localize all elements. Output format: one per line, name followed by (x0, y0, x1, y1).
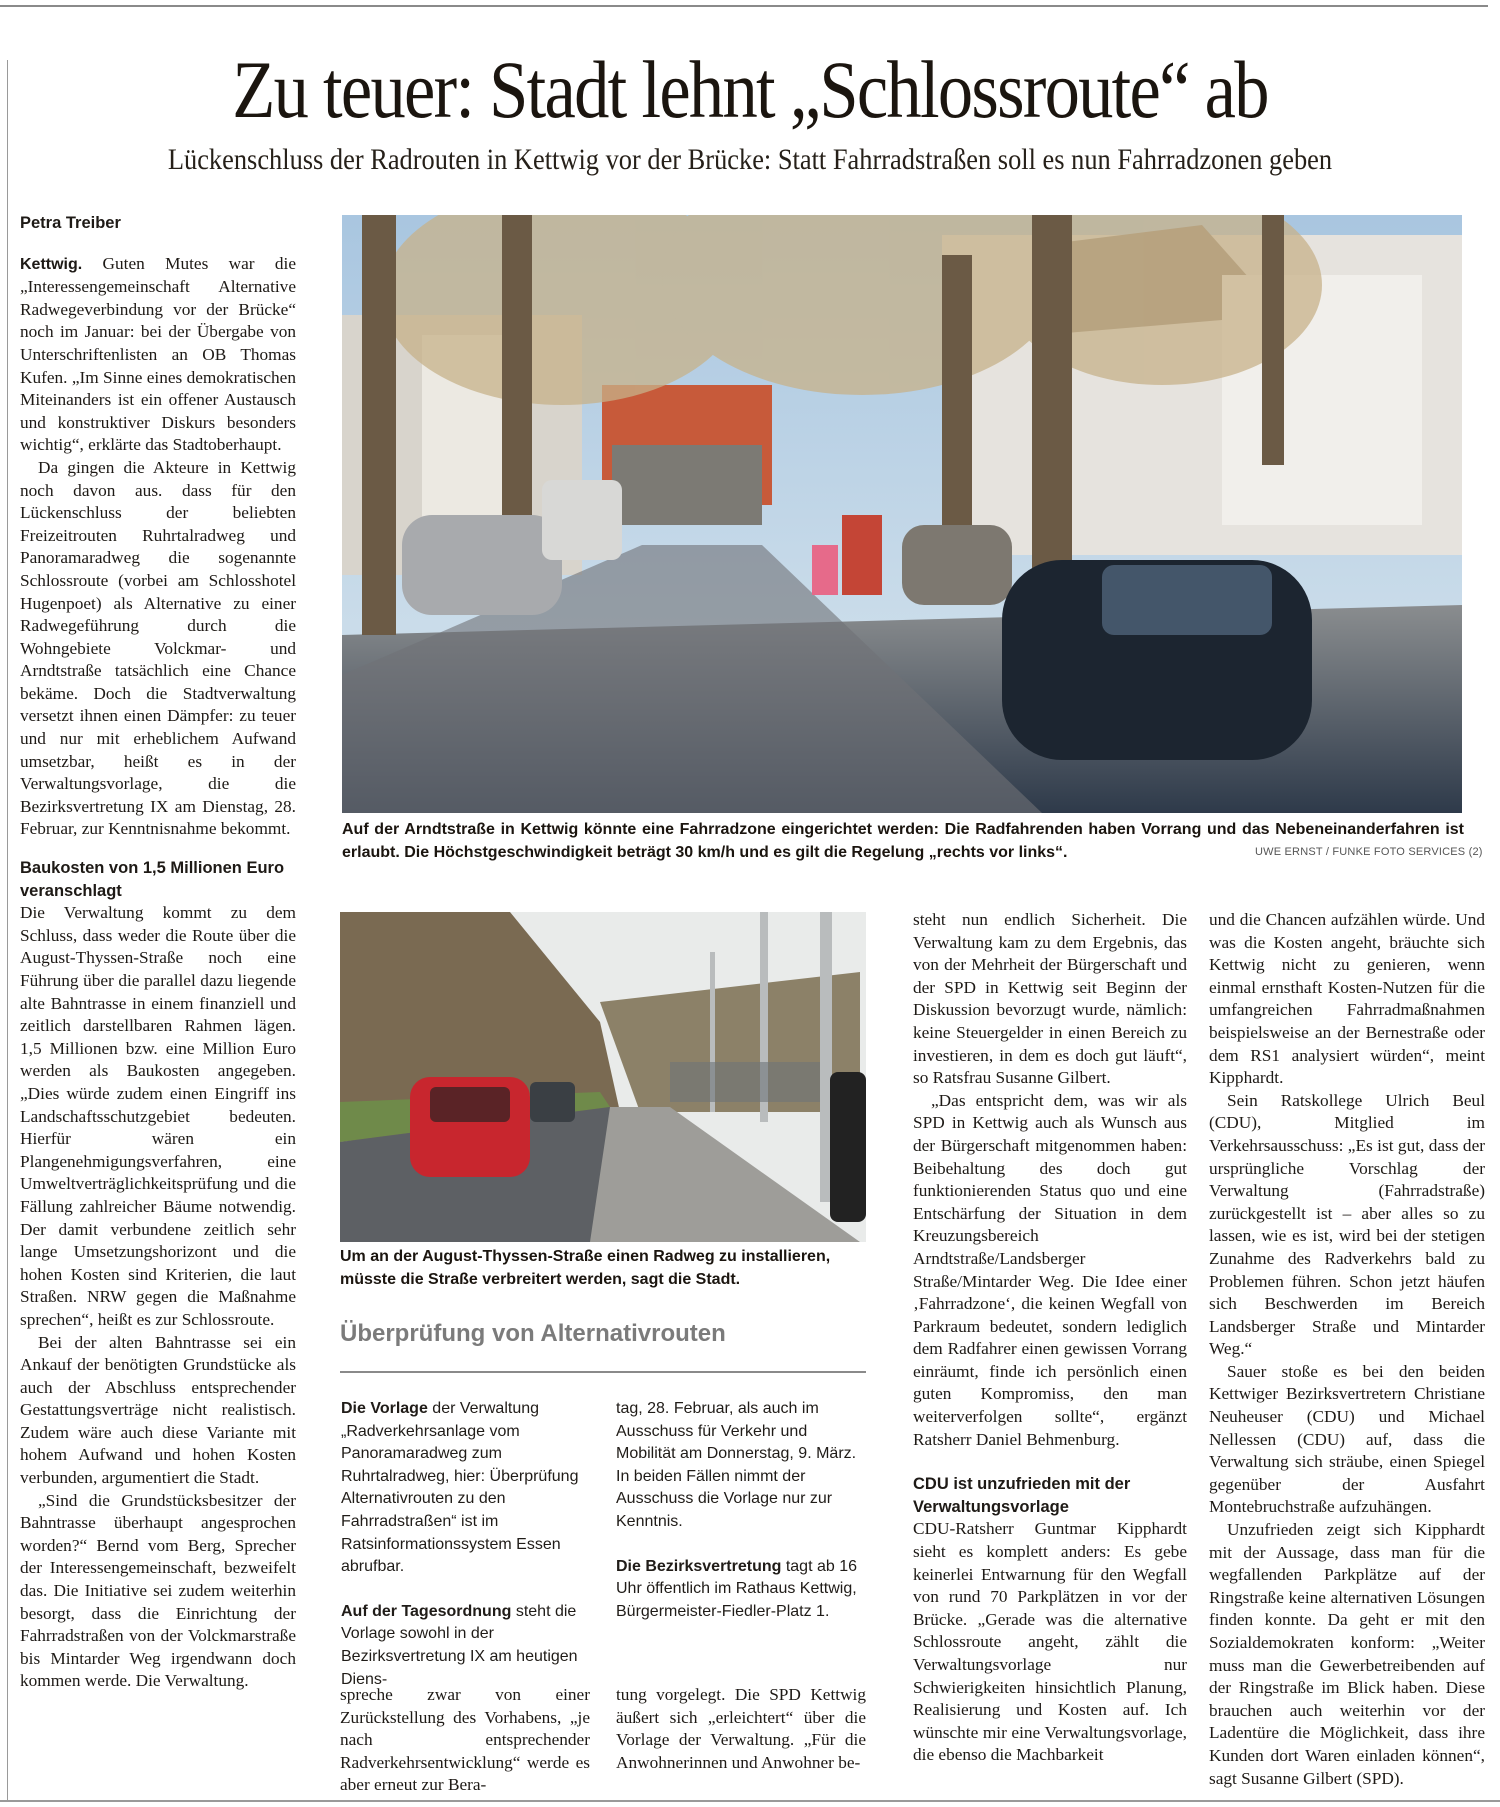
lead-text: Guten Mutes war die „Interessengemeinschaft Alternative Radwegeverbindung vor der Brücke“ noch im Januar: bei der Übergabe von Unterschriftenlisten an OB Thomas Kufen. „Im Sinne eines demokratischen Miteinanders ist ein offener Austausch und konstruktiver Diskurs besonders wichtig“, erklärte das Stadtoberhaupt. (20, 253, 296, 455)
paragraph: Sauer stoße es bei den beiden Kettwiger Bezirksvertretern Christiane Neuheuser (CDU) und Michael Nellessen (CDU) auf, dass die Verwaltung sich sträube, einen Spiegel gegenüber der Ausfahrt Montebruchstraße aufzuhängen. (1209, 1361, 1485, 1517)
infobox-item (616, 1556, 871, 1624)
headline: Zu teuer: Stadt lehnt „Schlossroute“ ab (232, 44, 1268, 135)
paragraph: Da gingen die Akteure in Kettwig noch davon aus. dass für den Lückenschluss der beliebten Freizeitrouten Ruhrtalradweg und Panoramaradweg die sogenannte Schlossroute (vorbei am Schlosshotel Hugenpoet) als Alternative zu einer Radwegeführung durch die Wohngebiete Volckmar- und Arndtstraße tatsächlich eine Chance bekäme. Doch die Stadtverwaltung versetzt ihnen einen Dämpfer: zu teuer und nur mit erheblichem Aufwand umsetzbar, heißt es in der Verwaltungsvorlage, die die Bezirksvertretung IX am Dienstag, 28. Februar, zur Kenntnisnahme bekommt. (20, 457, 296, 839)
article-column-2b (616, 1684, 866, 1774)
author-byline: Petra Treiber (20, 214, 121, 232)
infobox-item (341, 1398, 596, 1579)
infobox-rule (340, 1371, 866, 1373)
article-column-2a (340, 1684, 590, 1797)
left-rule (7, 60, 8, 1800)
infobox-title: Überprüfung von Alternativrouten (340, 1320, 726, 1347)
article-column-4 (1209, 909, 1485, 1790)
paragraph: „Das entspricht dem, was wir als SPD in Kettwig auch als Wunsch aus der Bürgerschaft mitgenommen haben: Beibehaltung des doch gut funktionierenden Status quo und eine Entschärfung der Situation in dem Kreuzungsbereich Arndtstraße/Landsberger Straße/Mintarder Weg. Die Idee einer ‚Fahrradzone‘, die keinen Wegfall von Parkraum bedeutet, sondern lediglich dem Radfahrer einen gewissen Vorrang einräumt, finde ich persönlich einen guten Kompromiss, den man weiterverfolgen sollte“, ergänzt Ratsherr Daniel Behmenburg. (913, 1090, 1187, 1449)
dateline: Kettwig. (20, 255, 83, 273)
subhead-cdu: CDU ist unzufrieden mit der Verwaltungsvorlage (913, 1475, 1131, 1516)
paragraph: Die Verwaltung kommt zu dem Schluss, dass weder die Route über die August-Thyssen-Straße noch eine Führung über die parallel dazu liegende alte Bahntrasse in einem finanziell und zeitlich darstellbaren Rahmen lägen. 1,5 Millionen bzw. eine Million Euro werden als Baukosten angegeben. „Dies würde zudem einen Eingriff ins Landschaftsschutzgebiet bedeuten. Hierfür wären ein Plangenehmigungsverfahren, eine Umweltverträglichkeitsprüfung und die Fällung zahlreicher Bäume notwendig. Der damit verbundene zeitlich sehr lange Umsetzungshorizont und die hohen Kosten sind Kriterien, die laut Straßen. NRW gegen die Maßnahme sprechen“, heißt es zur Schlossroute. (20, 903, 296, 1329)
top-rule (0, 5, 1488, 7)
infobox-item-text: tagt ab 16 Uhr öffentlich im Rathaus Kettwig, Bürgermeister-Fiedler-Platz 1. (616, 1557, 858, 1620)
street-photo-illustration (342, 215, 1462, 813)
infobox-item-lead: Die Vorlage (341, 1400, 428, 1417)
photo-arndtstrasse (342, 215, 1462, 813)
subheadline: Lückenschluss der Radrouten in Kettwig vor der Brücke: Statt Fahrradstraßen soll es nun Fahrradzonen geben (167, 143, 1333, 176)
article-column-1 (20, 212, 296, 1693)
paragraph: tung vorgelegt. Die SPD Kettwig äußert sich „erleichtert“ über die Vorlage der Verwaltung. „Für die Anwohnerinnen und Anwohner be- (616, 1685, 866, 1772)
infobox-item-text: steht die Vorlage sowohl in der Bezirksvertretung IX am heutigen Diens- (341, 1602, 578, 1688)
paragraph: „Sind die Grundstücksbesitzer der Bahntrasse überhaupt angesprochen worden?“ Bernd vom Berg, Sprecher der Interessengemeinschaft, bezweifelt das. Die Initiative sei zudem weiterhin besorgt, dass die Einrichtung der Fahrradstraßen von der Volckmarstraße bis Mintarder Weg irgendwann doch kommen werde. Die Verwaltung. (20, 1490, 296, 1691)
paragraph: Bei der alten Bahntrasse sei ein Ankauf der benötigten Grundstücke als auch der Abschluss entsprechender Gestattungsverträge nicht realistisch. Zudem wäre auch diese Variante mit hohem Aufwand und hohen Kosten verbunden, argumentiert die Stadt. (20, 1332, 296, 1488)
paragraph: und die Chancen aufzählen würde. Und was die Kosten angeht, bräuchte sich Kettwig nicht zu genieren, wenn einmal ernsthaft Kosten-Nutzen für die umfangreichen Fahrradmaßnahmen beispielsweise an der Bernestraße oder dem RS1 analysiert würden“, meint Kipphardt. (1209, 910, 1485, 1088)
infobox-item (341, 1601, 596, 1691)
article-column-3 (913, 909, 1187, 1767)
paragraph: steht nun endlich Sicherheit. Die Verwaltung kam zu dem Ergebnis, das von der Mehrheit der Bürgerschaft und der SPD in Kettwig seit Beginn der Diskussion bevorzugt wurde, nämlich: keine Steuergelder in einen Bereich zu investieren, in dem es doch gut läuft“, so Ratsfrau Susanne Gilbert. (913, 910, 1187, 1088)
photo-credit: UWE ERNST / FUNKE FOTO SERVICES (2) (1255, 846, 1483, 858)
subhead-baukosten: Baukosten von 1,5 Millionen Euro veranschlagt (20, 859, 285, 900)
infobox-item-lead: Auf der Tagesordnung (341, 1602, 512, 1620)
infobox-item-lead: Die Bezirksvertretung (616, 1557, 782, 1575)
road-photo-illustration (340, 912, 866, 1242)
spacer (913, 1451, 1187, 1473)
spacer (20, 841, 296, 857)
infobox-item: tag, 28. Februar, als auch im Ausschuss für Verkehr und Mobilität am Donnerstag, 9. März. In beiden Fällen nimmt der Ausschuss die Vorlage nur zur Kenntnis. (616, 1400, 857, 1530)
paragraph: Sein Ratskollege Ulrich Beul (CDU), Mitglied im Verkehrsausschuss: „Es ist gut, dass der ursprüngliche Vorschlag der Verwaltung (Fahrradstraße) zurückgestellt ist – aber alles so zu lassen, wie es ist, wird bei der stetigen Zunahme des Radverkehrs bald zu Problemen führen. Schon jetzt häufen sich Beschwerden im Bereich Landsberger Straße und Mintarder Weg.“ (1209, 1090, 1485, 1359)
infobox-column-2 (616, 1398, 871, 1645)
photo-august-thyssen-strasse (340, 912, 866, 1242)
bottom-rule (0, 1800, 1500, 1802)
photo-caption-2: Um an der August-Thyssen-Straße einen Radweg zu installieren, müsste die Straße verbreitert werden, sagt die Stadt. (340, 1248, 831, 1288)
photo-caption-1: Auf der Arndtstraße in Kettwig könnte eine Fahrradzone eingerichtet werden: Die Radfahrenden haben Vorrang und das Nebeneinanderfahren ist erlaubt. Die Höchstgeschwindigkeit beträgt 30 km/h und es gilt die Regelung „rechts vor links“. (342, 821, 1464, 861)
infobox-column-1 (341, 1398, 596, 1713)
lead-paragraph (20, 253, 296, 457)
paragraph: Unzufrieden zeigt sich Kipphardt mit der Aussage, dass man für die wegfallenden Parkplätze auf der Ringstraße keine alternativen Lösungen finden konnte. Da geht er mit den Sozialdemokraten konform: „Weiter muss man die Gewerbetreibenden auf der Ringstraße im Blick haben. Diese brauchen auch weiterhin vor der Ladentüre die Möglichkeit, dass ihre Kunden dort Waren einladen können“, sagt Susanne Gilbert (SPD). (1209, 1520, 1485, 1788)
paragraph: spreche zwar von einer Zurückstellung des Vorhabens, „je nach entsprechender Radverkehrsentwicklung“ werde es aber erneut zur Bera- (340, 1685, 590, 1795)
paragraph: CDU-Ratsherr Guntmar Kipphardt sieht es komplett anders: Es gebe keinerlei Entwarnung für den Wegfall von rund 70 Parkplätzen in vor der Brücke. „Gerade was die alternative Schlossroute angeht, zählt die Verwaltungsvorlage nur Schwierigkeiten hinsichtlich Planung, Realisierung und Kosten auf. Ich wünschte mir eine Verwaltungsvorlage, die ebenso die Machbarkeit (913, 1519, 1187, 1765)
infobox-item-text: der Verwaltung „Radverkehrsanlage vom Panoramaradweg zum Ruhrtalradweg, hier: Überprüfung Alternativrouten zu den Fahrradstraßen“ ist im Ratsinformationssystem Essen abrufbar. (341, 1400, 579, 1576)
